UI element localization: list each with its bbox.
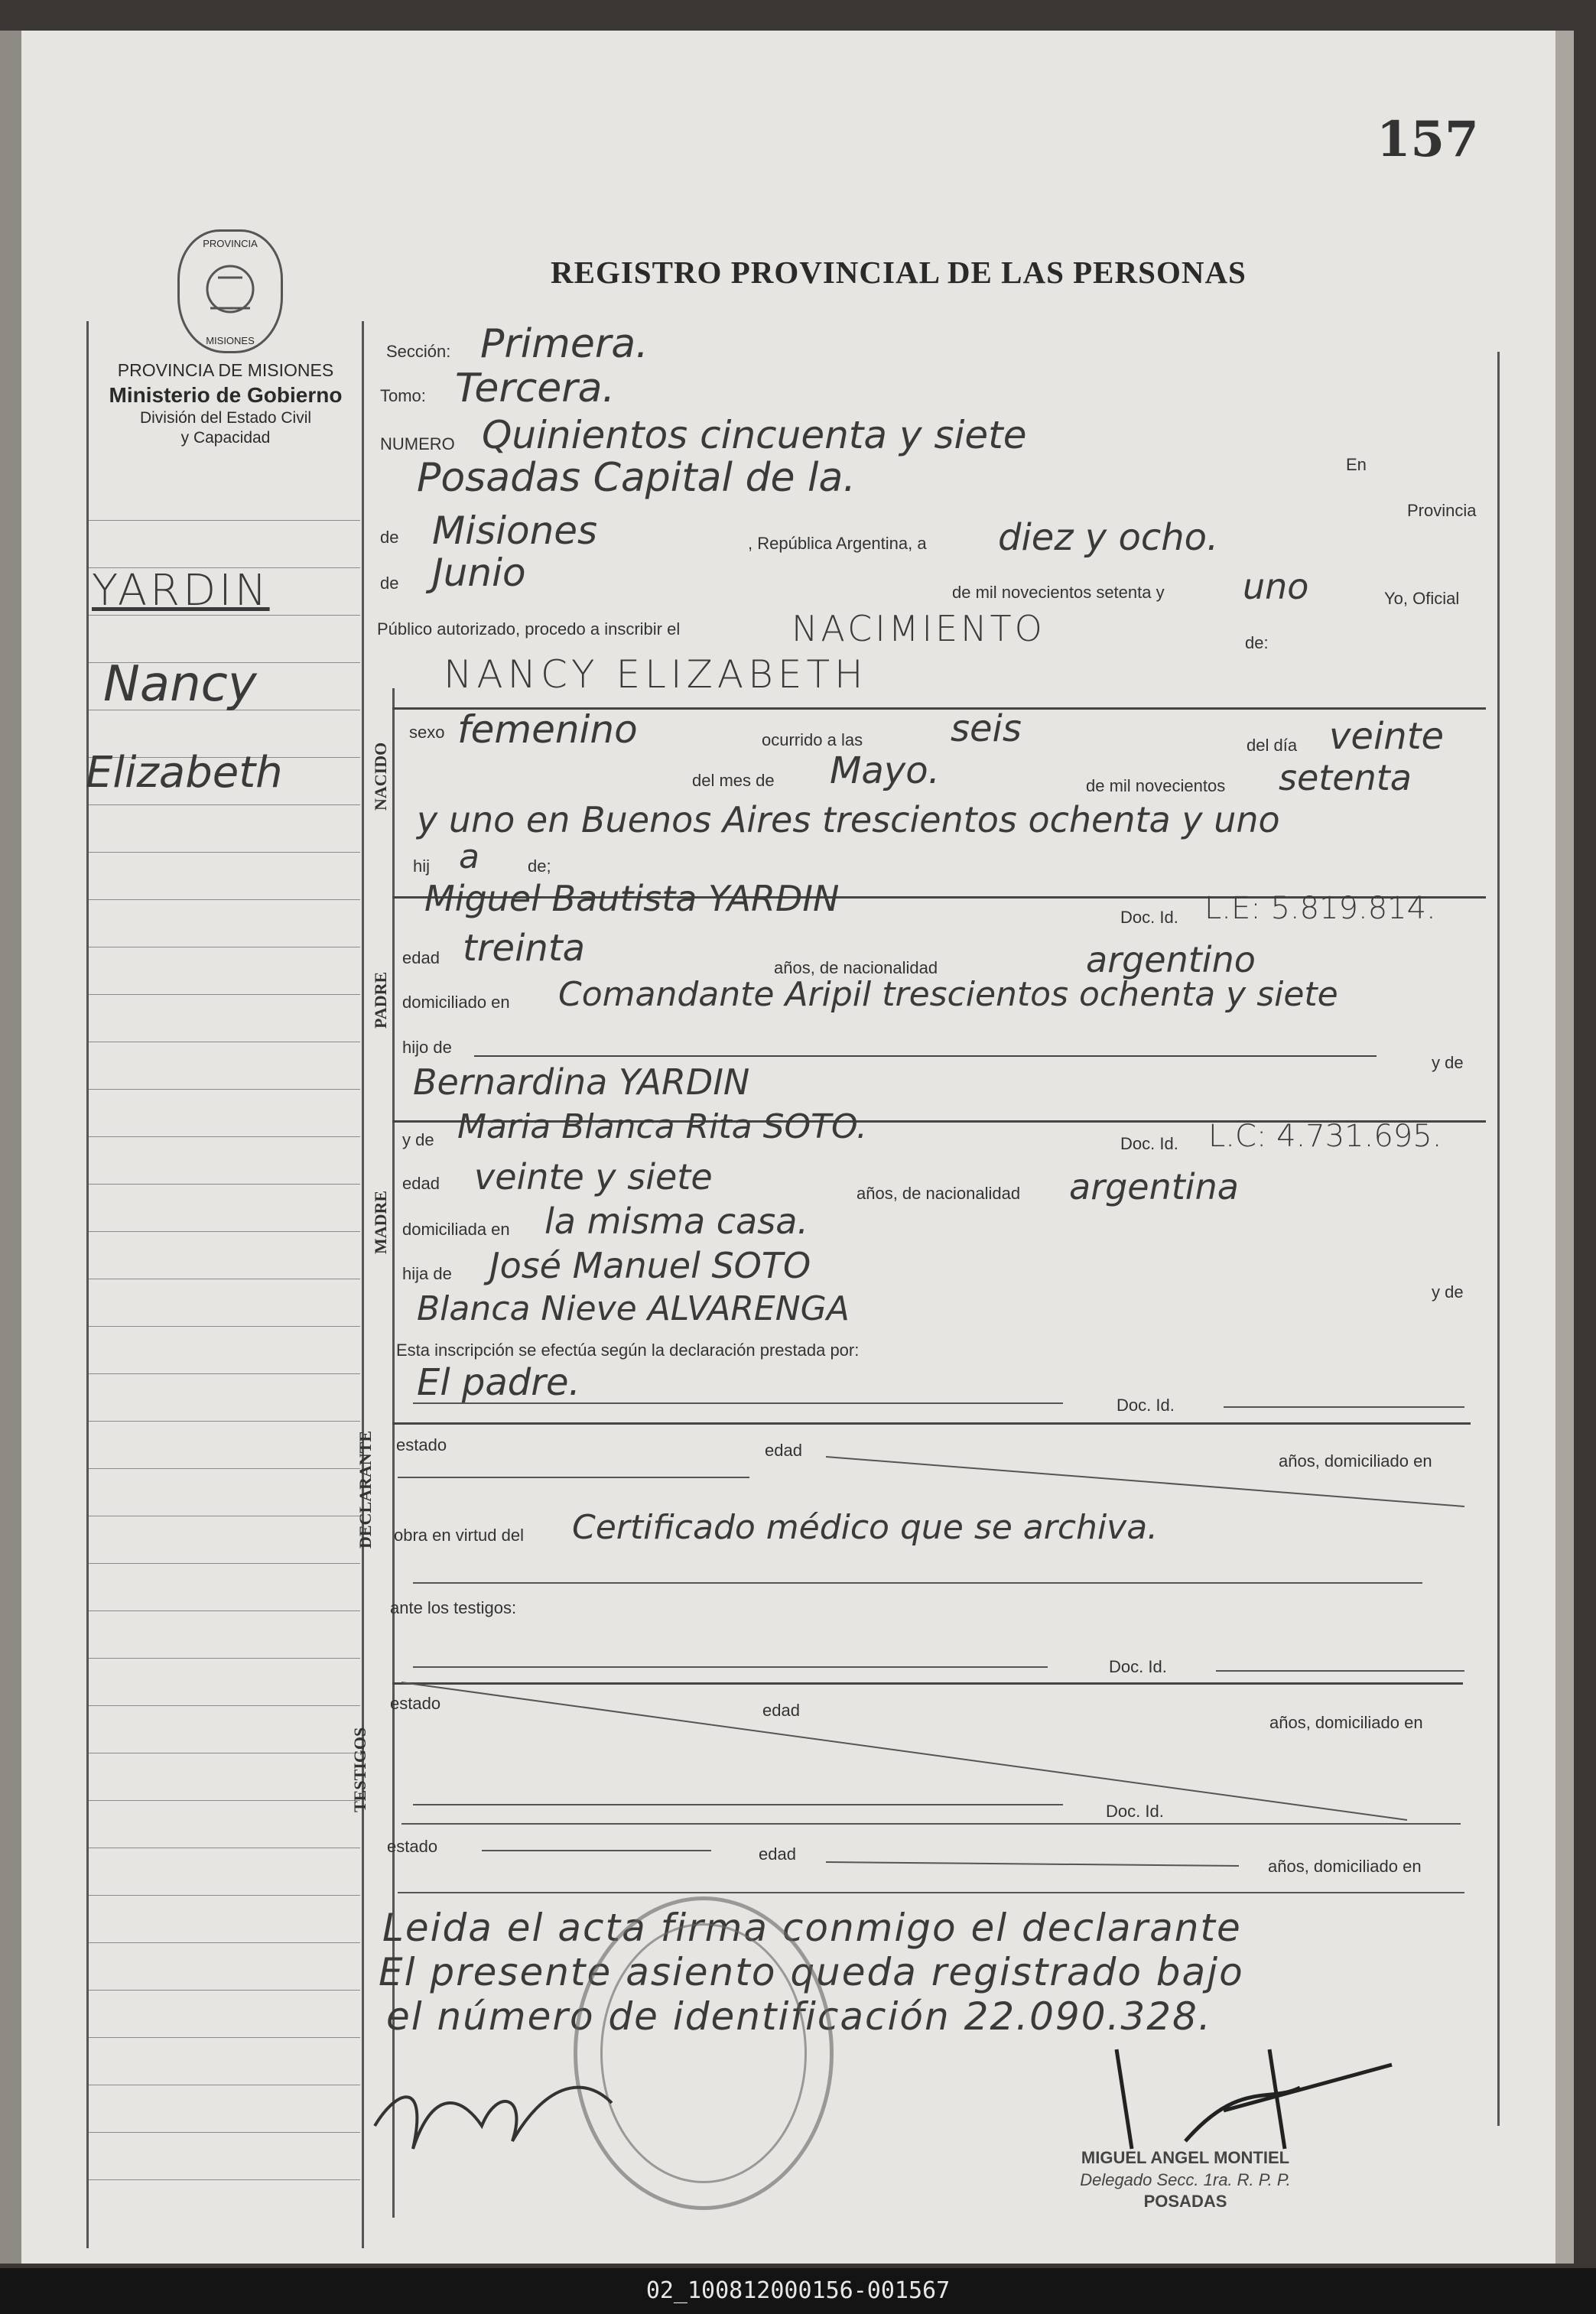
seal-top-text: PROVINCIA	[203, 238, 258, 249]
sexo-value: femenino	[457, 707, 638, 752]
padre-nac-label: años, de nacionalidad	[774, 958, 938, 977]
hij-label: hij	[413, 856, 431, 876]
dia-value: diez y ocho.	[998, 516, 1219, 559]
oficial-label: Yo, Oficial	[1384, 589, 1460, 608]
padre-madre-value: Bernardina YARDIN	[413, 1061, 750, 1103]
anio-nac-value: setenta	[1279, 757, 1412, 798]
image-caption: 02_100812000156-001567	[0, 2268, 1596, 2314]
madre-edad-value: veinte y siete	[474, 1156, 713, 1198]
republica-label: , República Argentina, a	[748, 534, 927, 553]
mes-value: Junio	[432, 551, 526, 595]
publico-label: Público autorizado, procedo a inscribir el	[377, 619, 681, 639]
madre-yde-label: y de	[402, 1130, 434, 1149]
testigo2-dom-label: años, domiciliado en	[1268, 1857, 1422, 1876]
madre-yde-label-2: y de	[1432, 1282, 1464, 1302]
provincia-value: Misiones	[432, 509, 598, 553]
declarante-value: El padre.	[417, 1361, 580, 1404]
tomo-value: Tercera.	[455, 366, 616, 411]
margin-second-name: Elizabeth	[86, 748, 283, 798]
en-label: En	[1346, 455, 1367, 474]
official-stamp-text	[1025, 2147, 1346, 2213]
de2-label: de:	[1245, 633, 1269, 652]
hora-value: seis	[951, 707, 1022, 750]
numero-label: NUMERO	[380, 434, 455, 453]
padre-dom-label: domiciliado en	[402, 993, 510, 1012]
declarante-side-label: DECLARANTE	[356, 1430, 375, 1549]
anio-value: uno	[1243, 566, 1309, 607]
madre-edad-label: edad	[402, 1174, 440, 1193]
padre-edad-label: edad	[402, 948, 440, 967]
seccion-value: Primera.	[480, 321, 648, 367]
padre-edad-value: treinta	[463, 927, 586, 970]
mil2-label: de mil novecientos	[1086, 776, 1226, 795]
madre-dom-label: domiciliada en	[402, 1220, 510, 1239]
sexo-label: sexo	[409, 723, 445, 742]
padre-yde-label: y de	[1432, 1053, 1464, 1072]
madre-doc-value: L.C: 4.731.695.	[1208, 1119, 1442, 1154]
de-label: de	[380, 528, 399, 547]
testigo1-dom-label: años, domiciliado en	[1269, 1713, 1423, 1732]
declarante-docid-label: Doc. Id.	[1117, 1396, 1175, 1415]
madre-side-label: MADRE	[371, 1190, 390, 1254]
hij-suffix: a	[459, 837, 479, 876]
padre-nac-value: argentino	[1086, 939, 1256, 980]
testigo1-docid-label: Doc. Id.	[1109, 1657, 1167, 1676]
tomo-label: Tomo:	[380, 386, 426, 405]
obra-label: obra en virtud del	[394, 1526, 524, 1545]
madre-dom-value: la misma casa.	[544, 1201, 809, 1242]
testigo1-edad-label: edad	[762, 1701, 800, 1720]
declarant-signature-icon	[367, 2057, 627, 2172]
madre-madre-value: Blanca Nieve ALVARENGA	[417, 1289, 850, 1328]
page-title: REGISTRO PROVINCIAL DE LAS PERSONAS	[551, 255, 1247, 290]
declarante-dom-label: años, domiciliado en	[1279, 1451, 1432, 1471]
provincia-label: Provincia	[1407, 501, 1477, 520]
testigo2-docid-label: Doc. Id.	[1106, 1802, 1164, 1821]
folio-number: 157	[1377, 111, 1479, 168]
de-label-2: de	[380, 574, 399, 593]
inscripcion-label: Esta inscripción se efectúa según la declaración prestada por:	[396, 1341, 860, 1360]
madre-hijade-label: hija de	[402, 1264, 452, 1283]
official-title: Delegado Secc. 1ra. R. P. P.	[1080, 2169, 1291, 2189]
closing-line-1: Leida el acta firma conmigo el declarante	[382, 1906, 1242, 1950]
nacido-side-label: NACIDO	[371, 742, 390, 811]
official-name: MIGUEL ANGEL MONTIEL	[1081, 2148, 1290, 2167]
obra-value: Certificado médico que se archiva.	[572, 1508, 1159, 1547]
seal-bottom-text: MISIONES	[206, 335, 255, 346]
ministry-line-4: y Capacidad	[180, 429, 271, 447]
padre-docid-label: Doc. Id.	[1120, 908, 1178, 927]
padre-dom-value: Comandante Aripil trescientos ochenta y siete	[558, 975, 1338, 1014]
madre-nac-label: años, de nacionalidad	[857, 1184, 1021, 1203]
dia-nac-value: veinte	[1329, 715, 1445, 758]
padre-nombre: Miguel Bautista YARDIN	[424, 878, 840, 919]
closing-line-2: El presente asiento queda registrado bajo	[379, 1950, 1244, 1994]
testigos-label: ante los testigos:	[390, 1598, 517, 1617]
mil-label: de mil novecientos setenta y	[952, 583, 1165, 602]
ministry-line-3: División del Estado Civil	[139, 408, 312, 427]
madre-nac-value: argentina	[1069, 1166, 1239, 1207]
mes-nac-value: Mayo.	[830, 749, 940, 792]
ministry-line-1: PROVINCIA DE MISIONES	[117, 360, 334, 380]
madre-padre-value: José Manuel SOTO	[489, 1245, 811, 1286]
padre-hijode-label: hijo de	[402, 1038, 452, 1057]
lugar-value: Posadas Capital de la.	[417, 455, 856, 501]
testigo1-estado-label: estado	[390, 1694, 441, 1713]
madre-docid-label: Doc. Id.	[1120, 1134, 1178, 1153]
nacido-nombre: NANCY ELIZABETH	[444, 652, 868, 697]
padre-side-label: PADRE	[371, 971, 390, 1029]
de3-label: de;	[528, 856, 551, 876]
lugar-nac-value: y uno en Buenos Aires trescientos ochenta y uno	[417, 799, 1280, 840]
padre-doc-value: L.E: 5.819.814.	[1204, 891, 1436, 926]
margin-surname: YARDIN	[92, 566, 270, 616]
testigo2-estado-label: estado	[387, 1837, 438, 1856]
declarante-edad-label: edad	[765, 1441, 802, 1460]
closing-line-3: el número de identificación 22.090.328.	[386, 1994, 1212, 2039]
declarante-estado-label: estado	[396, 1435, 447, 1454]
madre-nombre: Maria Blanca Rita SOTO.	[457, 1107, 867, 1146]
ocurrido-label: ocurrido a las	[762, 730, 863, 749]
deldia-label: del día	[1247, 736, 1298, 755]
ministry-line-2: Ministerio de Gobierno	[109, 382, 343, 407]
delmes-label: del mes de	[692, 771, 775, 790]
acto-value: NACIMIENTO	[791, 608, 1045, 649]
seccion-label: Sección:	[386, 342, 451, 361]
numero-value: Quinientos cincuenta y siete	[482, 413, 1027, 457]
margin-first-name: Nancy	[103, 656, 257, 713]
testigos-side-label: TESTIGOS	[350, 1727, 369, 1812]
testigo2-edad-label: edad	[759, 1844, 796, 1864]
official-place: POSADAS	[1143, 2192, 1227, 2212]
